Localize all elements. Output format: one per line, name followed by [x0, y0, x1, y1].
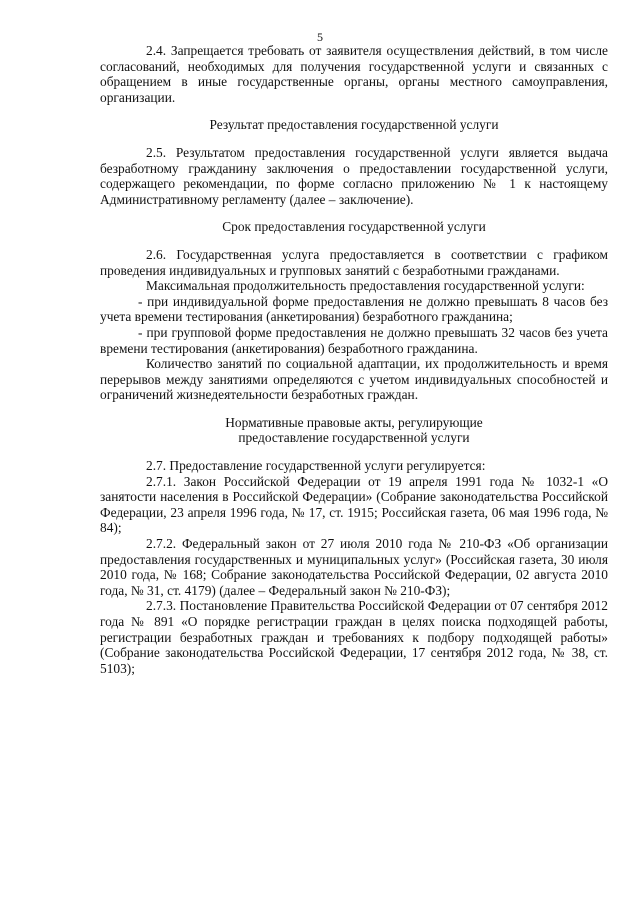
- section-heading-line: предоставление государственной услуги: [238, 430, 470, 446]
- paragraph-2-7-2: 2.7.2. Федеральный закон от 27 июля 2010 года № 210-ФЗ «Об организации предоставления государственных и муниципальных услуг» (Российская газета, 30 июля 2010 года, № 168; Собрание законодательства Российской Федерации, 02 августа 2010 года, № 31, ст. 4179) (далее – Федеральный закон № 210-ФЗ);: [100, 536, 608, 598]
- section-heading-term: Срок предоставления государственной услуги: [222, 219, 486, 235]
- paragraph-max-duration: Максимальная продолжительность предоставления государственной услуги:: [146, 278, 585, 294]
- section-heading-result: Результат предоставления государственной услуги: [209, 117, 499, 133]
- paragraph-2-7-1: 2.7.1. Закон Российской Федерации от 19 апреля 1991 года № 1032-1 «О занятости населения в Российской Федерации» (Собрание законодательства Российской Федерации, 23 апреля 1996 года, № 17, ст. 1915; Российская газета, 06 мая 1996 года, № 84);: [100, 473, 608, 536]
- page-number: 5: [317, 30, 323, 44]
- paragraph-2-7-3: 2.7.3. Постановление Правительства Российской Федерации от 07 сентября 2012 года № 891 «О порядке регистрации граждан в целях поиска подходящей работы, регистрации безработных граждан и требованиях к подбору подходящей работы» (Собрание законодательства Российской Федерации, 17 сентября 2012 года, № 38, ст. 5103);: [100, 598, 608, 676]
- document-body: [100, 43, 608, 676]
- paragraph-2-5: 2.5. Результатом предоставления государственной услуги является выдача безработному гражданину заключения о предоставлении государственной услуги, содержащего рекомендации, по форме согласно приложению № 1 к настоящему Административному регламенту (далее – заключение).: [100, 144, 608, 207]
- section-heading-line: Нормативные правовые акты, регулирующие: [225, 414, 483, 430]
- list-item-group: - при групповой форме предоставления не должно превышать 32 часов без учета времени тестирования (анкетирования) безработного гражданина.: [100, 324, 608, 356]
- list-item-individual: - при индивидуальной форме предоставления не должно превышать 8 часов без учета времени тестирования (анкетирования) безработного гражданина;: [100, 293, 608, 325]
- paragraph-2-7: 2.7. Предоставление государственной услуги регулируется:: [146, 458, 486, 474]
- section-heading-legal-acts: [100, 415, 608, 446]
- paragraph-sessions: Количество занятий по социальной адаптации, их продолжительность и время перерывов между занятиями определяются с учетом индивидуальных способностей и ограничений жизнедеятельности безработных граждан.: [100, 356, 608, 403]
- paragraph-2-6: 2.6. Государственная услуга предоставляется в соответствии с графиком проведения индивидуальных и групповых занятий с безработными гражданами.: [100, 246, 608, 278]
- paragraph-2-4: 2.4. Запрещается требовать от заявителя осуществления действий, в том числе согласований, необходимых для получения государственной услуги и связанных с обращением в иные государственные органы, органы местного самоуправления, организации.: [100, 43, 608, 105]
